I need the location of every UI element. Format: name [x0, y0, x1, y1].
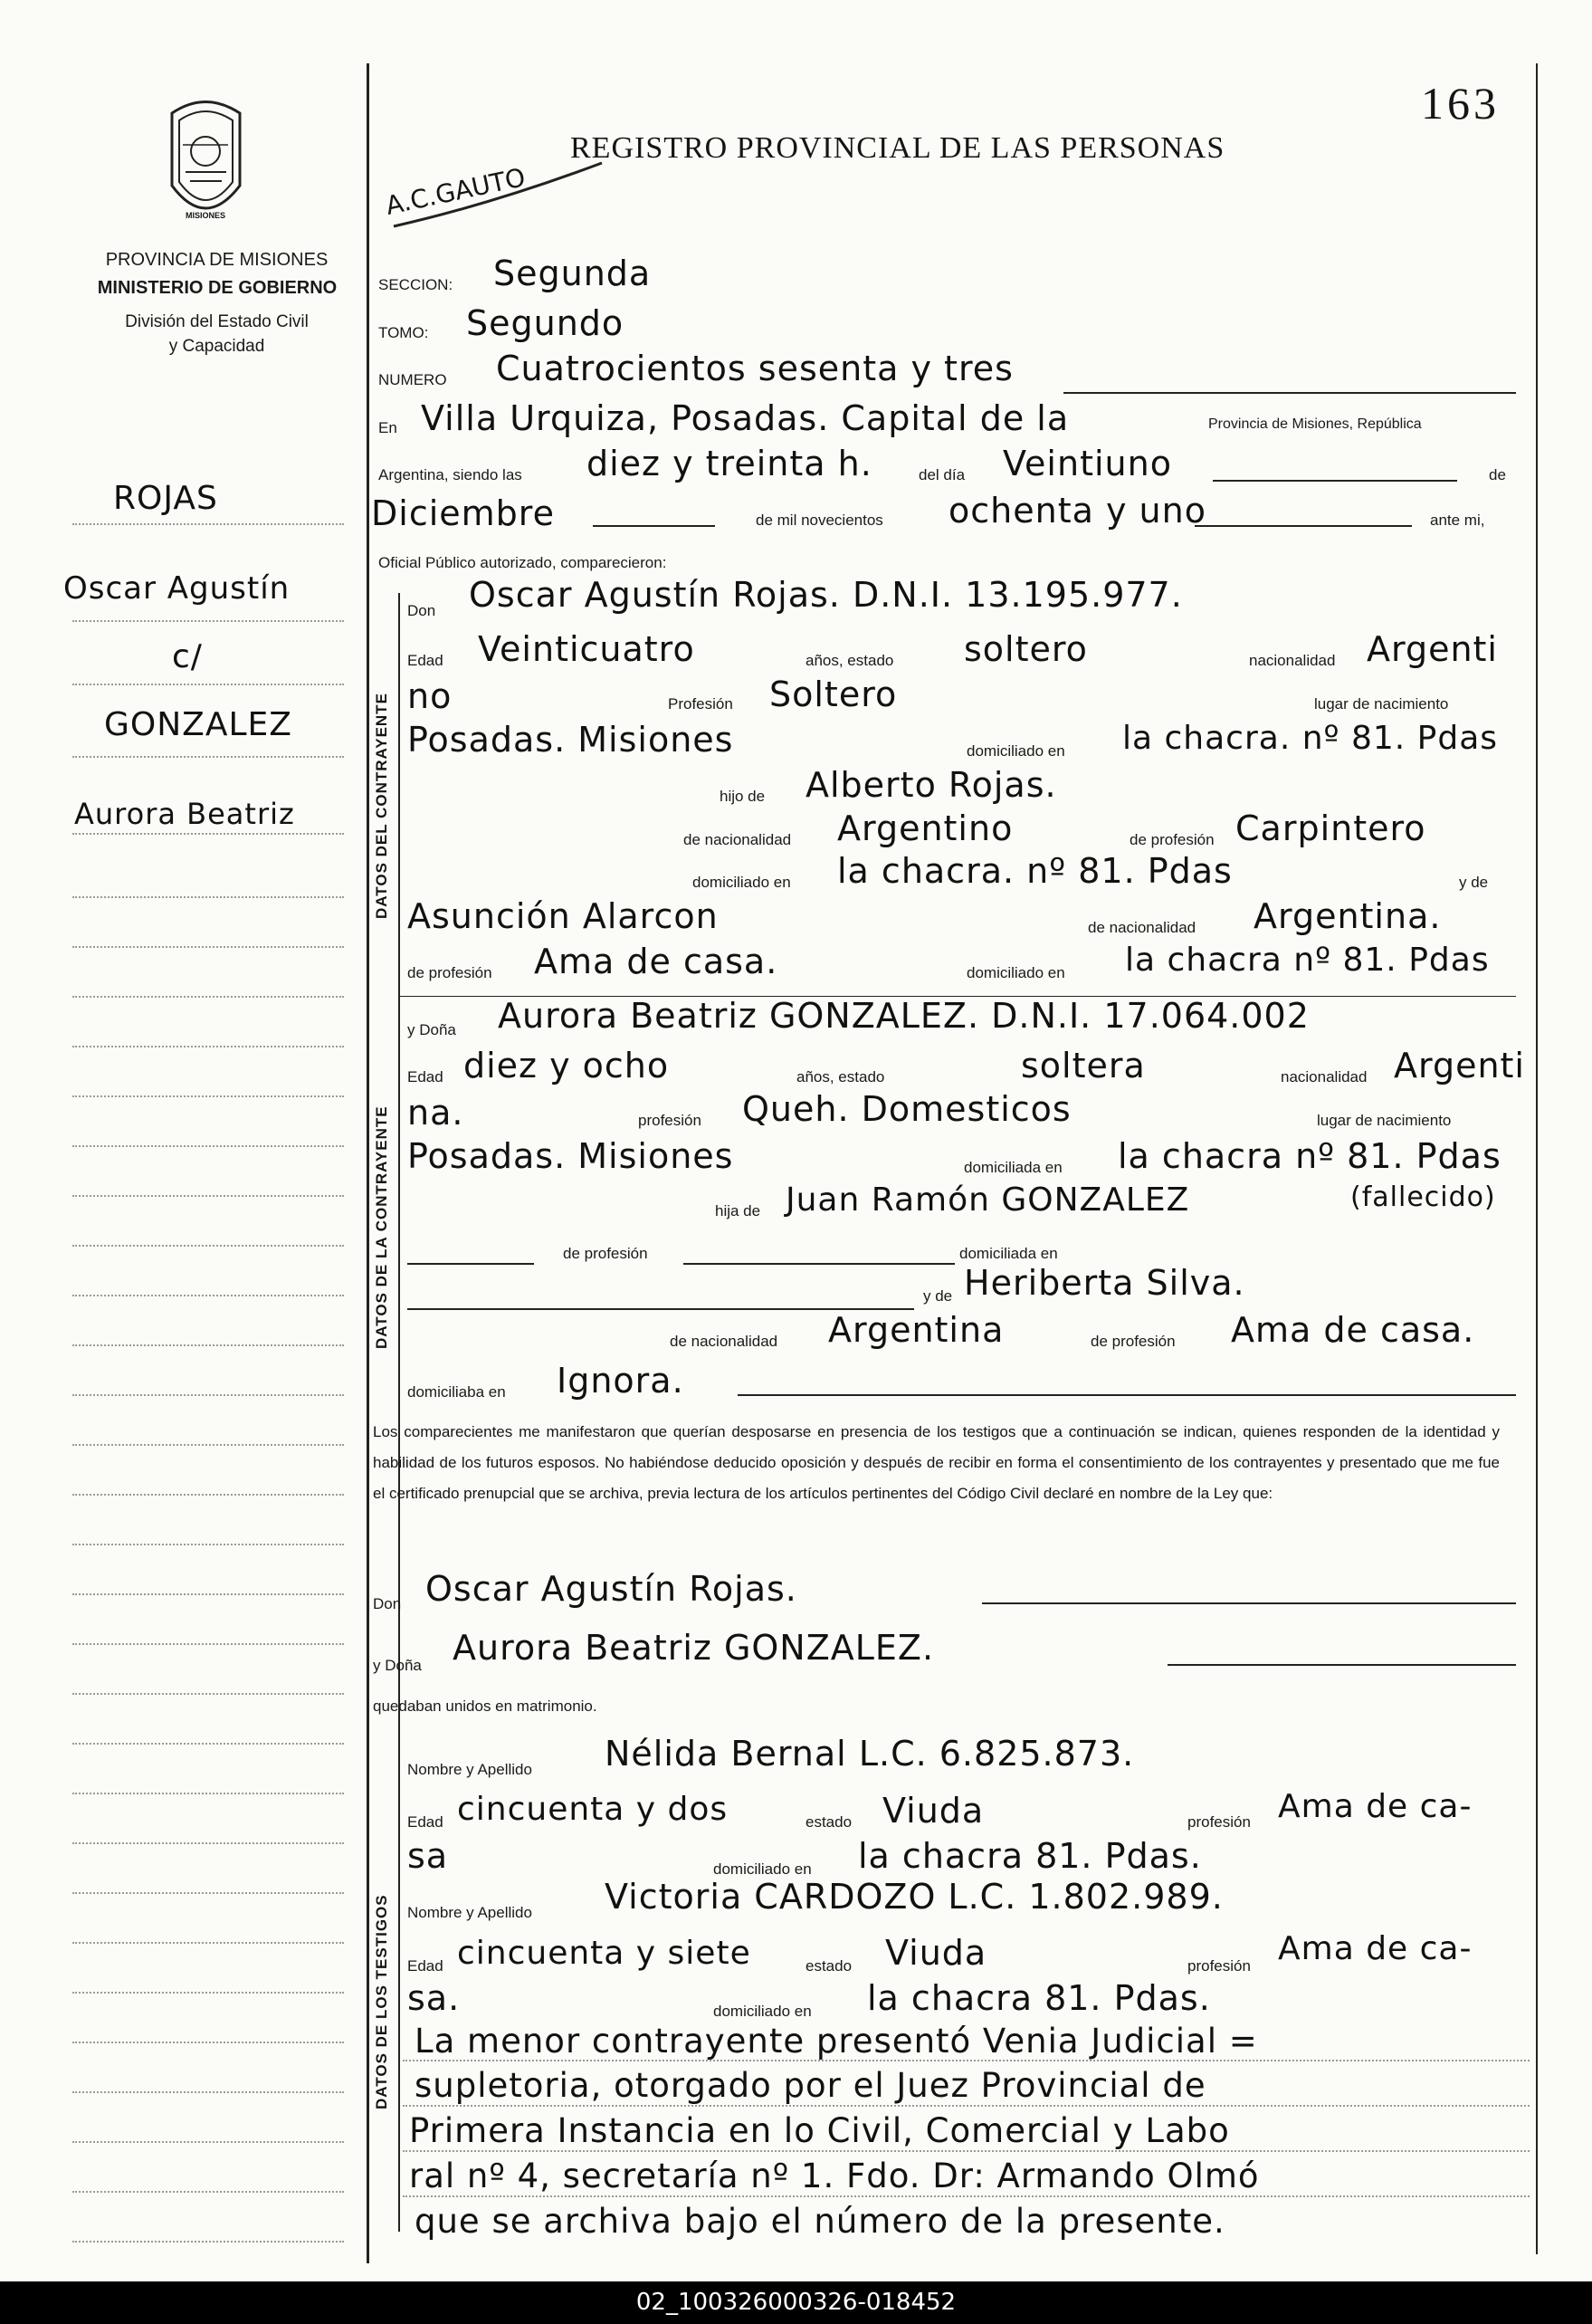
- groom-padre-dom-label: domiciliado en: [692, 874, 791, 891]
- union-dona: Aurora Beatriz GONZALEZ.: [453, 1628, 935, 1668]
- groom-padre-nac: Argentino: [837, 808, 1014, 848]
- groom-madre-prof-label: de profesión: [407, 964, 492, 981]
- tomo-value: Segundo: [466, 303, 624, 343]
- seccion-label: SECCION:: [378, 276, 453, 293]
- bride-madre-nac: Argentina: [828, 1310, 1005, 1350]
- bride-nac-b: na.: [407, 1093, 464, 1133]
- bride-estado: soltera: [1021, 1046, 1146, 1085]
- witness-2-edad-label: Edad: [407, 1957, 443, 1975]
- witness-2-estado: Viuda: [885, 1933, 987, 1973]
- scan-id-footer: 02_100326000326-018452: [0, 2281, 1592, 2324]
- bride-edad: diez y ocho: [463, 1046, 670, 1085]
- lugar-value: Villa Urquiza, Posadas. Capital de la: [421, 398, 1070, 438]
- groom-padre-prof: Carpintero: [1235, 808, 1426, 848]
- ante-mi-label: ante mi,: [1430, 512, 1485, 529]
- clerk-annotation: A.C.GAUTO: [383, 162, 529, 221]
- quedaban-label: quedaban unidos en matrimonio.: [373, 1698, 597, 1715]
- margin-surname: ROJAS: [113, 480, 218, 517]
- province-name: PROVINCIA DE MISIONES: [105, 250, 329, 270]
- witness-2-name-label: Nombre y Apellido: [407, 1904, 532, 1921]
- margin-bride-surname: GONZALEZ: [104, 706, 292, 743]
- union-don: Oscar Agustín Rojas.: [425, 1569, 797, 1609]
- groom-profesion: Soltero: [769, 674, 898, 714]
- groom-lugar-nac: Posadas. Misiones: [407, 720, 734, 760]
- bride-hija-label: hija de: [715, 1202, 761, 1219]
- legal-declaration: Los comparecientes me manifestaron que querían desposarse en presencia de los testigos que a continuación se indican, quienes responden de la identidad y habilidad de los futuros esposos. No habiéndose deducido oposición y después de recibir en forma el consentimiento de los contrayentes y presentado que me fue el certificado prenupcial que se archiva, previa lectura de los artículos pertinentes del Código Civil declaré en nombre de la Ley que:: [373, 1423, 1500, 1502]
- tomo-label: TOMO:: [378, 324, 429, 341]
- note-line-3: Primera Instancia en lo Civil, Comercial y Labo: [409, 2111, 1230, 2150]
- groom-edad-label: Edad: [407, 652, 443, 669]
- document-title: REGISTRO PROVINCIAL DE LAS PERSONAS: [570, 131, 1225, 165]
- groom-madre-nac-label: de nacionalidad: [1088, 919, 1196, 936]
- groom-madre-prof: Ama de casa.: [534, 942, 778, 981]
- bride-madre: Heriberta Silva.: [964, 1263, 1245, 1303]
- hora-value: diez y treinta h.: [586, 444, 872, 483]
- witness-1-name: Nélida Bernal L.C. 6.825.873.: [605, 1734, 1135, 1774]
- bride-madre-dom: Ignora.: [557, 1361, 684, 1401]
- groom-edad: Veinticuatro: [478, 629, 695, 669]
- bride-domicilio: la chacra nº 81. Pdas: [1118, 1136, 1501, 1176]
- witness-2-estado-label: estado: [806, 1957, 853, 1975]
- witness-2-prof-b: sa.: [407, 1978, 461, 2018]
- bride-nac-a: Argenti: [1394, 1046, 1525, 1085]
- bride-dona-label: y Doña: [407, 1021, 456, 1038]
- groom-name-dni: Oscar Agustín Rojas. D.N.I. 13.195.977.: [469, 575, 1183, 615]
- groom-lugar-label: lugar de nacimiento: [1314, 695, 1449, 713]
- bride-madre-dom-label: domiciliaba en: [407, 1383, 506, 1401]
- bride-lugar-label: lugar de nacimiento: [1317, 1112, 1452, 1129]
- bride-padre-prof-label: de profesión: [563, 1245, 648, 1262]
- note-line-5: que se archiva bajo el número de la presente.: [415, 2202, 1225, 2241]
- numero-label: NUMERO: [378, 371, 447, 388]
- bride-padre-nota: (fallecido): [1350, 1181, 1496, 1213]
- witness-1-prof-label: profesión: [1187, 1813, 1251, 1831]
- union-don-label: Don: [373, 1595, 402, 1612]
- seccion-value: Segunda: [493, 253, 652, 293]
- witness-1-edad: cincuenta y dos: [457, 1791, 729, 1828]
- witness-1-dom: la chacra 81. Pdas.: [858, 1836, 1202, 1876]
- witness-1-estado: Viuda: [882, 1791, 985, 1831]
- witness-2-dom-label: domiciliado en: [713, 2003, 812, 2020]
- note-line-1: La menor contrayente presentó Venia Judicial =: [415, 2022, 1258, 2061]
- en-label: En: [378, 419, 397, 436]
- bride-madre-prof: Ama de casa.: [1231, 1310, 1475, 1350]
- witness-2-name: Victoria CARDOZO L.C. 1.802.989.: [605, 1877, 1224, 1917]
- groom-madre-dom-label: domiciliado en: [967, 964, 1065, 981]
- witness-2-prof-a: Ama de ca-: [1278, 1930, 1473, 1967]
- groom-padre-prof-label: de profesión: [1130, 831, 1215, 848]
- bride-madre-nac-label: de nacionalidad: [670, 1333, 778, 1350]
- bride-lugar-nac: Posadas. Misiones: [407, 1136, 734, 1176]
- groom-y-de-label: y de: [1459, 874, 1489, 891]
- bride-padre-dom-label: domiciliada en: [959, 1245, 1058, 1262]
- bride-nac-label: nacionalidad: [1281, 1068, 1368, 1085]
- seal-text: MISIONES: [186, 211, 226, 220]
- groom-madre: Asunción Alarcon: [407, 896, 719, 936]
- groom-dom-label: domiciliado en: [967, 742, 1065, 760]
- margin-conjunction: c/: [172, 638, 203, 675]
- witness-1-dom-label: domiciliado en: [713, 1860, 812, 1878]
- groom-don-label: Don: [407, 602, 436, 619]
- witness-2-edad: cincuenta y siete: [457, 1935, 751, 1972]
- bride-padre: Juan Ramón GONZALEZ: [786, 1181, 1190, 1219]
- side-label-bride: DATOS DE LA CONTRAYENTE: [373, 1105, 390, 1349]
- side-label-witnesses: DATOS DE LOS TESTIGOS: [373, 1894, 390, 2109]
- groom-estado: soltero: [964, 629, 1088, 669]
- union-dona-label: y Doña: [373, 1657, 422, 1674]
- page-number: 163: [1421, 78, 1500, 129]
- note-line-2: supletoria, otorgado por el Juez Provincial de: [415, 2066, 1206, 2105]
- division-line-1: División del Estado Civil: [125, 312, 309, 331]
- margin-divider: [367, 63, 369, 2263]
- annotation-stroke: [385, 154, 611, 240]
- bride-y-de-label: y de: [923, 1287, 953, 1305]
- groom-padre-dom: la chacra. nº 81. Pdas: [837, 851, 1233, 891]
- side-label-groom: DATOS DEL CONTRAYENTE: [373, 693, 390, 919]
- bride-profesion-label: profesión: [638, 1112, 701, 1129]
- groom-padre: Alberto Rojas.: [806, 765, 1057, 805]
- right-border: [1536, 63, 1538, 2254]
- division-line-2: y Capacidad: [168, 337, 265, 356]
- groom-nac-a: Argenti: [1367, 629, 1498, 669]
- groom-madre-nac: Argentina.: [1254, 896, 1442, 936]
- witness-1-prof-b: sa: [407, 1836, 449, 1876]
- bride-anos-label: años, estado: [796, 1068, 885, 1085]
- groom-anos-label: años, estado: [806, 652, 894, 669]
- form-bracket: [398, 593, 400, 2232]
- witness-1-edad-label: Edad: [407, 1813, 443, 1831]
- anio-value: ochenta y uno: [949, 491, 1206, 531]
- provincia-label: Provincia de Misiones, República: [1208, 416, 1422, 432]
- groom-profesion-label: Profesión: [668, 695, 733, 713]
- mes-value: Diciembre: [371, 493, 555, 533]
- ministry-name: MINISTERIO DE GOBIERNO: [97, 278, 338, 298]
- witness-2-prof-label: profesión: [1187, 1957, 1251, 1975]
- bride-profesion: Queh. Domesticos: [742, 1089, 1072, 1129]
- margin-groom-given: Oscar Agustín: [63, 570, 291, 607]
- oficial-label: Oficial Público autorizado, comparecieron:: [378, 554, 667, 571]
- bride-madre-prof-label: de profesión: [1091, 1333, 1176, 1350]
- de-label: de: [1489, 466, 1506, 483]
- witness-1-name-label: Nombre y Apellido: [407, 1761, 532, 1778]
- groom-nac-b: no: [407, 676, 453, 716]
- argentina-siendo-label: Argentina, siendo las: [378, 466, 522, 483]
- margin-bride-given: Aurora Beatriz: [74, 797, 295, 831]
- witness-2-dom: la chacra 81. Pdas.: [867, 1978, 1211, 2018]
- groom-nac-label: nacionalidad: [1249, 652, 1336, 669]
- witness-1-estado-label: estado: [806, 1813, 853, 1831]
- note-line-4: ral nº 4, secretaría nº 1. Fdo. Dr: Armando Olmó: [409, 2157, 1260, 2195]
- bride-name-dni: Aurora Beatriz GONZALEZ. D.N.I. 17.064.002: [498, 996, 1310, 1036]
- groom-hijo-label: hijo de: [720, 788, 766, 805]
- del-dia-label: del día: [919, 466, 966, 483]
- groom-padre-nac-label: de nacionalidad: [683, 831, 792, 848]
- bride-edad-label: Edad: [407, 1068, 443, 1085]
- witness-1-prof-a: Ama de ca-: [1278, 1788, 1473, 1825]
- numero-value: Cuatrocientos sesenta y tres: [496, 349, 1014, 388]
- bride-dom-label: domiciliada en: [964, 1159, 1063, 1176]
- groom-madre-dom: la chacra nº 81. Pdas: [1125, 942, 1490, 979]
- groom-domicilio: la chacra. nº 81. Pdas: [1122, 720, 1499, 757]
- de-mil-label: de mil novecientos: [756, 512, 883, 529]
- dia-value: Veintiuno: [1003, 444, 1172, 483]
